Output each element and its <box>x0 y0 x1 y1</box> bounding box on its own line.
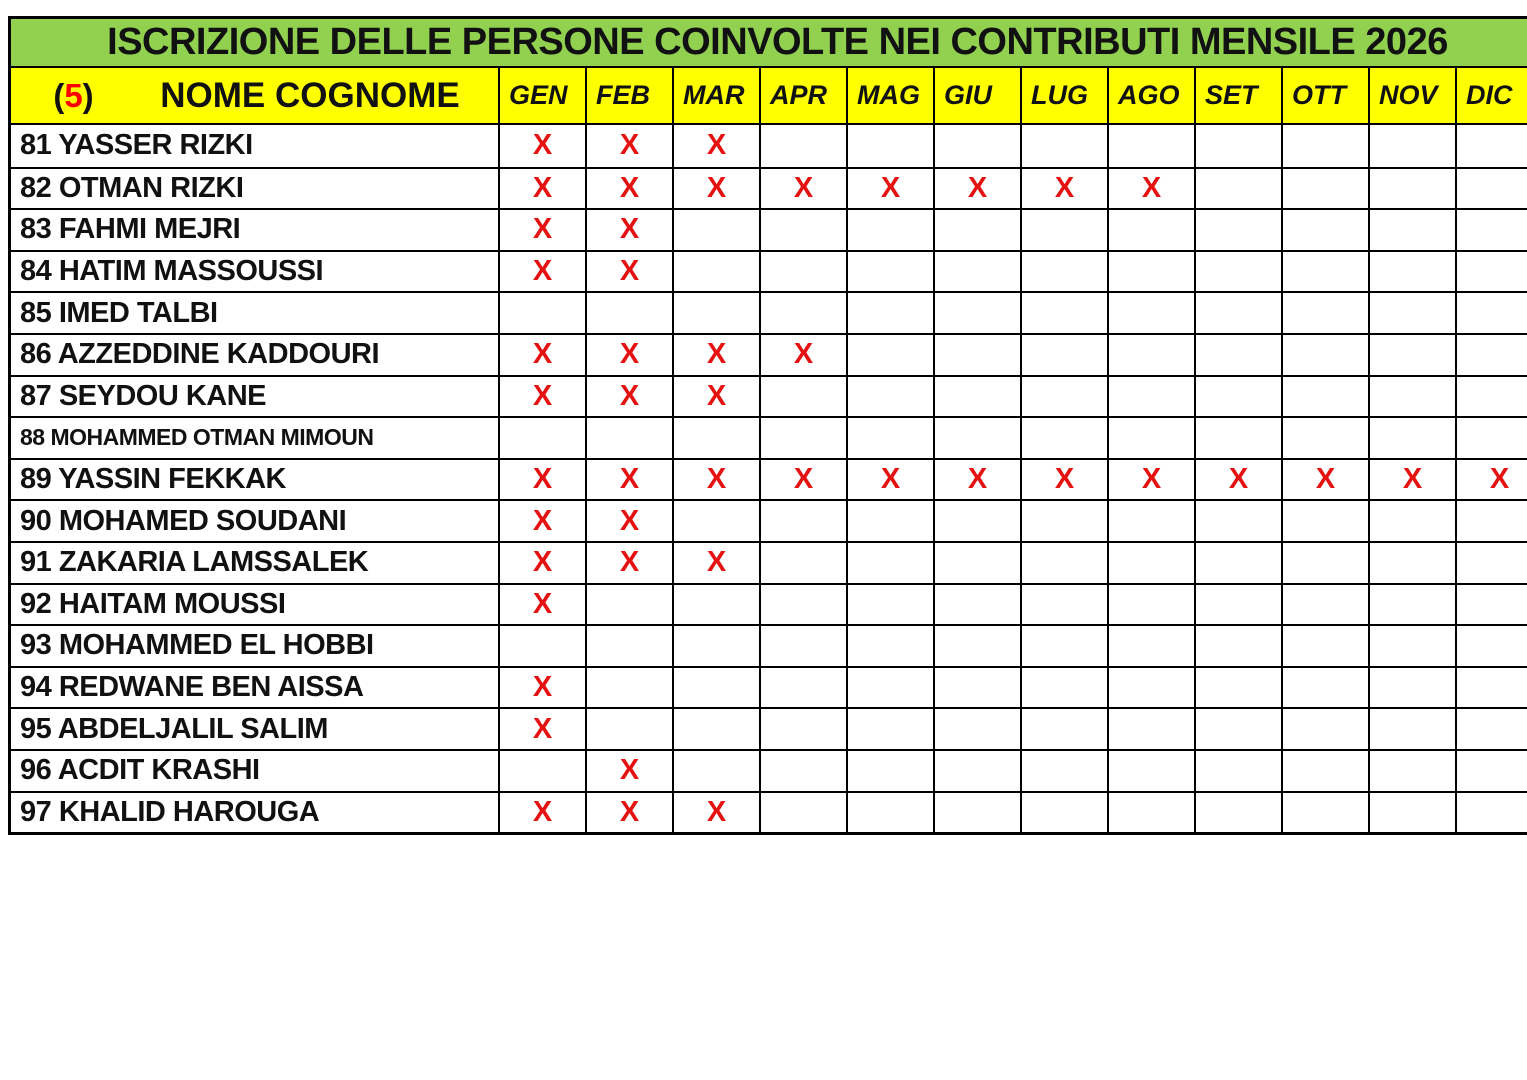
count-paren-open: ( <box>53 76 65 114</box>
month-mark-cell-empty <box>672 252 759 292</box>
month-mark-cell-empty <box>1107 418 1194 458</box>
month-mark-cell-empty <box>1194 626 1281 666</box>
month-mark-cell-empty <box>1107 501 1194 541</box>
month-mark-cell-empty <box>933 501 1020 541</box>
month-mark-cell-empty <box>1194 543 1281 583</box>
month-header-feb: FEB <box>585 68 672 123</box>
month-mark-cell-checked: X <box>585 501 672 541</box>
month-mark-cell-empty <box>1020 793 1107 833</box>
month-mark-cell-empty <box>1020 418 1107 458</box>
month-mark-cell-empty <box>933 335 1020 375</box>
month-mark-cell-empty <box>1107 335 1194 375</box>
table-row <box>11 250 1527 292</box>
table-row <box>11 749 1527 791</box>
month-mark-cell-empty <box>759 293 846 333</box>
month-mark-cell-empty <box>846 543 933 583</box>
month-mark-cell-empty <box>759 751 846 791</box>
month-mark-cell-checked: X <box>585 169 672 209</box>
month-mark-cell-checked: X <box>585 210 672 250</box>
month-mark-cell-empty <box>1281 585 1368 625</box>
month-mark-cell-empty <box>759 125 846 167</box>
month-header-mar: MAR <box>672 68 759 123</box>
month-mark-cell-empty <box>759 709 846 749</box>
table-row <box>11 499 1527 541</box>
month-mark-cell-empty <box>1368 125 1455 167</box>
month-mark-cell-checked: X <box>933 169 1020 209</box>
month-mark-cell-empty <box>846 668 933 708</box>
count-value: 5 <box>64 76 83 114</box>
table-row <box>11 624 1527 666</box>
month-mark-cell-empty <box>1281 793 1368 833</box>
month-mark-cell-empty <box>759 543 846 583</box>
month-mark-cell-empty <box>1281 751 1368 791</box>
month-mark-cell-empty <box>1455 252 1527 292</box>
name-column-label: NOME COGNOME <box>160 75 460 115</box>
month-mark-cell-empty <box>846 252 933 292</box>
month-mark-cell-empty <box>1020 293 1107 333</box>
month-mark-cell-empty <box>1368 210 1455 250</box>
month-mark-cell-empty <box>933 418 1020 458</box>
month-mark-cell-empty <box>1455 293 1527 333</box>
person-name: 95 ABDELJALIL SALIM <box>20 712 328 745</box>
month-mark-cell-empty <box>1455 125 1527 167</box>
month-mark-cell-empty <box>1281 252 1368 292</box>
month-mark-cell-empty <box>1455 335 1527 375</box>
month-mark-cell-empty <box>585 668 672 708</box>
month-mark-cell-empty <box>759 585 846 625</box>
month-mark-cell-checked: X <box>498 793 585 833</box>
month-mark-cell-empty <box>585 293 672 333</box>
table-row <box>11 791 1527 833</box>
month-mark-cell-empty <box>846 751 933 791</box>
month-mark-cell-empty <box>1194 293 1281 333</box>
month-mark-cell-empty <box>846 793 933 833</box>
month-mark-cell-empty <box>759 668 846 708</box>
month-mark-cell-checked: X <box>498 125 585 167</box>
month-mark-cell-checked: X <box>1455 460 1527 500</box>
month-mark-cell-empty <box>1281 293 1368 333</box>
month-mark-cell-checked: X <box>498 543 585 583</box>
table-row <box>11 167 1527 209</box>
person-name: 90 MOHAMED SOUDANI <box>20 504 347 537</box>
month-mark-cell-checked: X <box>759 335 846 375</box>
month-mark-cell-empty <box>933 377 1020 417</box>
month-mark-cell-empty <box>1020 751 1107 791</box>
person-name: 86 AZZEDDINE KADDOURI <box>20 338 380 371</box>
month-mark-cell-empty <box>1281 709 1368 749</box>
month-mark-cell-empty <box>933 668 1020 708</box>
month-mark-cell-empty <box>1107 709 1194 749</box>
month-mark-cell-empty <box>1455 169 1527 209</box>
month-mark-cell-empty <box>672 668 759 708</box>
table-row <box>11 333 1527 375</box>
month-mark-cell-empty <box>1194 709 1281 749</box>
month-mark-cell-empty <box>1107 751 1194 791</box>
month-header-nov: NOV <box>1368 68 1455 123</box>
column-header-row <box>11 68 1527 125</box>
month-mark-cell-empty <box>1281 210 1368 250</box>
month-mark-cell-empty <box>1107 377 1194 417</box>
month-mark-cell-empty <box>1194 418 1281 458</box>
month-header-gen: GEN <box>498 68 585 123</box>
month-mark-cell-empty <box>1455 709 1527 749</box>
table-row <box>11 291 1527 333</box>
month-mark-cell-checked: X <box>846 460 933 500</box>
month-mark-cell-empty <box>1281 335 1368 375</box>
month-mark-cell-empty <box>672 418 759 458</box>
month-mark-cell-empty <box>1020 543 1107 583</box>
month-mark-cell-empty <box>1020 335 1107 375</box>
table-row <box>11 583 1527 625</box>
month-mark-cell-checked: X <box>1107 460 1194 500</box>
month-header-mag: MAG <box>846 68 933 123</box>
month-mark-cell-empty <box>1194 335 1281 375</box>
month-mark-cell-empty <box>759 377 846 417</box>
month-mark-cell-empty <box>1368 335 1455 375</box>
month-mark-cell-empty <box>1020 377 1107 417</box>
month-mark-cell-empty <box>846 377 933 417</box>
month-mark-cell-empty <box>1368 501 1455 541</box>
month-mark-cell-empty <box>1194 169 1281 209</box>
month-mark-cell-empty <box>1368 668 1455 708</box>
month-mark-cell-empty <box>1368 252 1455 292</box>
month-mark-cell-empty <box>759 626 846 666</box>
count-paren-close: ) <box>82 76 94 114</box>
month-mark-cell-checked: X <box>498 169 585 209</box>
month-mark-cell-checked: X <box>672 793 759 833</box>
month-mark-cell-empty <box>846 709 933 749</box>
month-mark-cell-empty <box>672 210 759 250</box>
month-mark-cell-empty <box>1107 210 1194 250</box>
month-mark-cell-empty <box>672 585 759 625</box>
table-row <box>11 707 1527 749</box>
month-mark-cell-empty <box>846 626 933 666</box>
month-mark-cell-empty <box>1368 585 1455 625</box>
month-mark-cell-empty <box>933 252 1020 292</box>
month-header-ago: AGO <box>1107 68 1194 123</box>
person-name: 97 KHALID HAROUGA <box>20 795 320 828</box>
month-mark-cell-empty <box>1455 668 1527 708</box>
table-row <box>11 125 1527 167</box>
month-mark-cell-empty <box>846 293 933 333</box>
month-mark-cell-empty <box>1107 626 1194 666</box>
name-column-header <box>11 68 498 123</box>
month-mark-cell-checked: X <box>1020 460 1107 500</box>
month-mark-cell-empty <box>1107 668 1194 708</box>
month-mark-cell-empty <box>1368 377 1455 417</box>
table-row <box>11 416 1527 458</box>
month-mark-cell-empty <box>1281 626 1368 666</box>
month-mark-cell-empty <box>759 210 846 250</box>
month-mark-cell-empty <box>585 585 672 625</box>
month-mark-cell-empty <box>1455 751 1527 791</box>
month-mark-cell-empty <box>1455 585 1527 625</box>
month-header-dic: DIC <box>1455 68 1527 123</box>
person-name: 89 YASSIN FEKKAK <box>20 463 286 496</box>
month-mark-cell-empty <box>1020 125 1107 167</box>
table-body <box>11 125 1527 832</box>
contribution-register-table <box>8 16 1527 835</box>
month-mark-cell-empty <box>1020 252 1107 292</box>
month-mark-cell-empty <box>933 709 1020 749</box>
month-mark-cell-empty <box>1368 169 1455 209</box>
month-mark-cell-empty <box>1194 751 1281 791</box>
table-row <box>11 458 1527 500</box>
month-mark-cell-empty <box>1020 585 1107 625</box>
month-mark-cell-empty <box>585 709 672 749</box>
month-mark-cell-empty <box>1107 793 1194 833</box>
month-mark-cell-empty <box>1281 501 1368 541</box>
month-mark-cell-empty <box>498 626 585 666</box>
month-mark-cell-empty <box>672 626 759 666</box>
month-mark-cell-empty <box>933 626 1020 666</box>
month-mark-cell-empty <box>1455 793 1527 833</box>
month-mark-cell-empty <box>846 585 933 625</box>
person-name: 82 OTMAN RIZKI <box>20 171 244 204</box>
month-mark-cell-checked: X <box>498 252 585 292</box>
month-mark-cell-empty <box>1281 377 1368 417</box>
month-header-giu: GIU <box>933 68 1020 123</box>
month-mark-cell-empty <box>1020 709 1107 749</box>
month-header-ott: OTT <box>1281 68 1368 123</box>
month-mark-cell-checked: X <box>1368 460 1455 500</box>
person-name: 94 REDWANE BEN AISSA <box>20 671 364 704</box>
month-mark-cell-checked: X <box>498 585 585 625</box>
month-mark-cell-empty <box>1368 793 1455 833</box>
month-mark-cell-empty <box>1194 501 1281 541</box>
month-mark-cell-empty <box>1194 210 1281 250</box>
person-name: 81 YASSER RIZKI <box>20 129 253 162</box>
month-mark-cell-empty <box>498 418 585 458</box>
month-mark-cell-checked: X <box>585 793 672 833</box>
month-mark-cell-checked: X <box>585 377 672 417</box>
month-mark-cell-empty <box>1368 751 1455 791</box>
table-row <box>11 208 1527 250</box>
month-mark-cell-empty <box>1455 418 1527 458</box>
month-mark-cell-empty <box>1107 543 1194 583</box>
person-name: 91 ZAKARIA LAMSSALEK <box>20 546 369 579</box>
month-mark-cell-empty <box>846 418 933 458</box>
month-mark-cell-empty <box>759 793 846 833</box>
table-row <box>11 666 1527 708</box>
person-name: 87 SEYDOU KANE <box>20 379 267 412</box>
month-mark-cell-empty <box>759 252 846 292</box>
month-mark-cell-empty <box>498 751 585 791</box>
month-mark-cell-empty <box>1020 210 1107 250</box>
month-mark-cell-empty <box>1281 169 1368 209</box>
month-mark-cell-checked: X <box>498 501 585 541</box>
month-mark-cell-checked: X <box>498 460 585 500</box>
month-mark-cell-empty <box>933 293 1020 333</box>
month-mark-cell-empty <box>1194 377 1281 417</box>
month-mark-cell-empty <box>1281 543 1368 583</box>
month-mark-cell-empty <box>1194 585 1281 625</box>
month-mark-cell-empty <box>1455 501 1527 541</box>
month-mark-cell-empty <box>933 210 1020 250</box>
month-mark-cell-checked: X <box>759 169 846 209</box>
month-mark-cell-checked: X <box>672 169 759 209</box>
month-header-lug: LUG <box>1020 68 1107 123</box>
month-mark-cell-empty <box>1194 125 1281 167</box>
month-mark-cell-checked: X <box>1281 460 1368 500</box>
person-name: 96 ACDIT KRASHI <box>20 754 260 787</box>
month-mark-cell-empty <box>759 501 846 541</box>
month-mark-cell-empty <box>1020 626 1107 666</box>
month-mark-cell-checked: X <box>585 335 672 375</box>
month-mark-cell-empty <box>672 751 759 791</box>
month-mark-cell-checked: X <box>933 460 1020 500</box>
month-header-set: SET <box>1194 68 1281 123</box>
month-mark-cell-empty <box>1368 709 1455 749</box>
person-name: 88 MOHAMMED OTMAN MIMOUN <box>20 424 374 451</box>
person-name: 85 IMED TALBI <box>20 296 218 329</box>
month-mark-cell-empty <box>933 585 1020 625</box>
person-name: 84 HATIM MASSOUSSI <box>20 255 324 288</box>
month-mark-cell-checked: X <box>672 460 759 500</box>
month-mark-cell-checked: X <box>498 709 585 749</box>
month-mark-cell-checked: X <box>759 460 846 500</box>
month-mark-cell-empty <box>1194 793 1281 833</box>
month-mark-cell-empty <box>1455 377 1527 417</box>
table-row <box>11 541 1527 583</box>
month-mark-cell-checked: X <box>1194 460 1281 500</box>
month-mark-cell-empty <box>1020 501 1107 541</box>
month-mark-cell-empty <box>672 293 759 333</box>
month-mark-cell-checked: X <box>1020 169 1107 209</box>
month-mark-cell-empty <box>498 293 585 333</box>
month-mark-cell-empty <box>672 709 759 749</box>
month-mark-cell-checked: X <box>672 377 759 417</box>
month-mark-cell-empty <box>1281 125 1368 167</box>
month-mark-cell-checked: X <box>585 460 672 500</box>
month-mark-cell-checked: X <box>585 751 672 791</box>
month-mark-cell-empty <box>1194 252 1281 292</box>
month-mark-cell-empty <box>1368 418 1455 458</box>
month-mark-cell-checked: X <box>498 377 585 417</box>
month-mark-cell-checked: X <box>1107 169 1194 209</box>
month-mark-cell-empty <box>933 125 1020 167</box>
person-name: 92 HAITAM MOUSSI <box>20 587 286 620</box>
month-mark-cell-empty <box>1368 293 1455 333</box>
month-mark-cell-checked: X <box>585 125 672 167</box>
month-mark-cell-checked: X <box>672 543 759 583</box>
month-mark-cell-checked: X <box>498 210 585 250</box>
month-mark-cell-empty <box>933 751 1020 791</box>
month-mark-cell-empty <box>1281 668 1368 708</box>
month-mark-cell-checked: X <box>585 543 672 583</box>
month-mark-cell-empty <box>1194 668 1281 708</box>
table-row <box>11 375 1527 417</box>
month-mark-cell-empty <box>759 418 846 458</box>
month-mark-cell-empty <box>846 210 933 250</box>
month-mark-cell-empty <box>846 335 933 375</box>
person-name: 83 FAHMI MEJRI <box>20 213 241 246</box>
month-mark-cell-empty <box>933 793 1020 833</box>
page-title: ISCRIZIONE DELLE PERSONE COINVOLTE NEI CONTRIBUTI MENSILE 2026 <box>107 21 1448 63</box>
month-mark-cell-empty <box>672 501 759 541</box>
month-mark-cell-empty <box>1107 585 1194 625</box>
month-mark-cell-empty <box>1107 252 1194 292</box>
month-mark-cell-checked: X <box>672 125 759 167</box>
month-mark-cell-checked: X <box>672 335 759 375</box>
month-mark-cell-empty <box>933 543 1020 583</box>
month-mark-cell-checked: X <box>498 335 585 375</box>
month-mark-cell-checked: X <box>498 668 585 708</box>
month-mark-cell-empty <box>846 501 933 541</box>
month-mark-cell-empty <box>585 626 672 666</box>
month-mark-cell-empty <box>1368 543 1455 583</box>
count-badge <box>11 77 136 115</box>
person-name: 93 MOHAMMED EL HOBBI <box>20 629 374 662</box>
month-header-apr: APR <box>759 68 846 123</box>
month-mark-cell-empty <box>846 125 933 167</box>
month-mark-cell-empty <box>1107 125 1194 167</box>
month-mark-cell-empty <box>1455 543 1527 583</box>
month-mark-cell-checked: X <box>846 169 933 209</box>
month-mark-cell-empty <box>1455 626 1527 666</box>
month-mark-cell-empty <box>1455 210 1527 250</box>
table-title-bar <box>11 19 1527 68</box>
month-mark-cell-empty <box>1020 668 1107 708</box>
month-mark-cell-empty <box>1368 626 1455 666</box>
month-mark-cell-checked: X <box>585 252 672 292</box>
month-mark-cell-empty <box>1107 293 1194 333</box>
month-mark-cell-empty <box>585 418 672 458</box>
month-mark-cell-empty <box>1281 418 1368 458</box>
